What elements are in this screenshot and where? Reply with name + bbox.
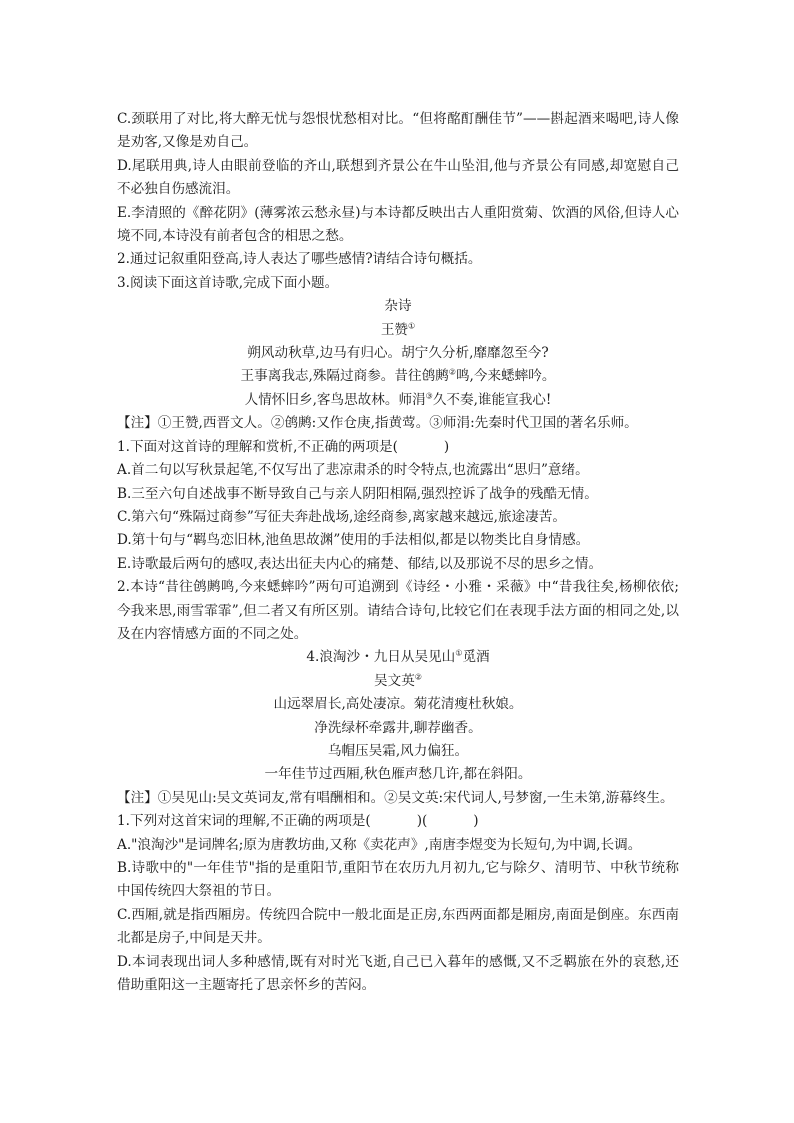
s3-line-3-part-a: 人情怀旧乡,客鸟思故林。师涓 bbox=[244, 391, 426, 408]
s4-q1-mid: )( bbox=[416, 813, 428, 830]
s3-option-a: A.首二句以写秋景起笔,不仅写出了悲凉肃杀的时令特点,也流露出“思归”意绪。 bbox=[117, 462, 589, 479]
s4-option-d: D.本词表现出词人多种感情,既有对时光飞逝,自己已入暮年的感慨,又不乏羁旅在外的哀愁,还借助重阳这一主题寄托了思亲怀乡的苦闷。 bbox=[117, 953, 679, 994]
s1-option-e: E.李清照的《醉花阴》(薄雾浓云愁永昼)与本诗都反映出古人重阳赏菊、饮酒的风俗,但诗人心境不同,本诗没有前者包含的相思之愁。 bbox=[117, 204, 679, 245]
s1-option-d: D.尾联用典,诗人由眼前登临的齐山,联想到齐景公在牛山坠泪,他与齐景公有同感,却宽慰自己不必独自伤感流泪。 bbox=[117, 157, 679, 198]
s4-q1-text: 1.下列对这首宋词的理解,不正确的两项是( bbox=[117, 813, 371, 830]
s4-poem-line-2: 净洗绿杯牵露井,聊荐幽香。 bbox=[314, 719, 482, 736]
s3-line-3-part-b: 久不奏,谁能宣我心! bbox=[432, 391, 552, 408]
s4-poem-line-1: 山远翠眉长,高处凄凉。菊花清瘦杜秋娘。 bbox=[273, 696, 523, 713]
s4-option-c: C.西厢,就是指西厢房。传统四合院中一般北面是正房,东西两面都是厢房,南面是倒座。东西南北都是房子,中间是天井。 bbox=[117, 906, 679, 947]
s3-option-d: D.第十句与“羁鸟恋旧林,池鱼思故渊”使用的手法相似,都是以物类比自身情感。 bbox=[117, 532, 590, 549]
s1-question-2: 2.通过记叙重阳登高,诗人表达了哪些感情?请结合诗句概括。 bbox=[117, 251, 482, 268]
document-page bbox=[117, 108, 679, 997]
s3-option-e: E.诗歌最后两句的感叹,表达出征夫内心的痛楚、郁结,以及那说不尽的思乡之情。 bbox=[117, 555, 603, 572]
s4-option-a: A."浪淘沙"是词牌名;原为唐教坊曲,又称《卖花声》,南唐李煜变为长短句,为中调,长调。 bbox=[117, 836, 642, 853]
s3-question-2: 2.本诗“昔往鸧鹒鸣,今来蟋蟀吟”两句可追溯到《诗经・小雅・采薇》中“昔我往矣,杨柳依依;今我来思,雨雪霏霏”,但二者又有所区别。请结合诗句,比较它们在表现手法方面的相同之处,以及在内容情感方面的不同之处。 bbox=[117, 579, 679, 642]
s3-intro: 3.阅读下面这首诗歌,完成下面小题。 bbox=[117, 274, 339, 291]
s4-poem-author bbox=[117, 670, 679, 693]
s3-line-2-part-b: 鸣,今来蟋蟀吟。 bbox=[455, 368, 556, 385]
s3-note: 【注】①王赞,西晋文人。②鸧鹒:又作仓庚,指黄莺。③师涓:先秦时代卫国的著名乐师。 bbox=[117, 415, 638, 432]
s3-line-2-note-mark: ② bbox=[448, 367, 456, 377]
s4-title-part-b: 觅酒 bbox=[462, 649, 490, 666]
s3-question-1 bbox=[117, 436, 679, 459]
s3-author-note-mark: ① bbox=[408, 321, 416, 331]
s3-line-3-note-mark: ③ bbox=[425, 391, 433, 401]
s4-question-1 bbox=[117, 810, 679, 833]
s3-q1-text: 1.下面对这首诗的理解和赏析,不正确的两项是( bbox=[117, 438, 398, 455]
s4-poem-line-3: 乌帽压吴霜,风力偏狂。 bbox=[327, 742, 469, 759]
s4-poem-title bbox=[117, 646, 679, 669]
s4-note: 【注】①吴见山:吴文英词友,常有唱酬相和。②吴文英:宋代词人,号梦窗,一生未第,游幕终生。 bbox=[117, 789, 674, 806]
s4-poem-line-4: 一年佳节过西厢,秋色雁声愁几许,都在斜阳。 bbox=[264, 766, 532, 783]
s3-poem-author bbox=[117, 319, 679, 342]
s4-q1-close: ) bbox=[473, 813, 479, 830]
s4-title-note-mark: ① bbox=[455, 648, 463, 658]
s3-poem-line-3 bbox=[117, 389, 679, 412]
s4-title-part-a: 4.浪淘沙・九日从吴见山 bbox=[306, 649, 456, 666]
s3-poem-title: 杂诗 bbox=[384, 298, 412, 315]
s3-line-2-part-a: 王事离我志,殊隔过商参。昔往鸧鹒 bbox=[240, 368, 449, 385]
s4-author-note-mark: ② bbox=[414, 672, 422, 682]
s1-option-c: C.颈联用了对比,将大醉无忧与怨恨忧愁相对比。“但将酩酊酬佳节”——斟起酒来喝吧,诗人像是劝客,又像是劝自己。 bbox=[117, 111, 679, 151]
s3-poem-line-1: 朔风动秋草,边马有归心。胡宁久分析,靡靡忽至今? bbox=[247, 345, 549, 362]
s3-poem-line-2 bbox=[117, 365, 679, 388]
s4-option-b: B.诗歌中的"一年佳节"指的是重阳节,重阳节在农历九月初九,它与除夕、清明节、中秋节统称中国传统四大祭祖的节日。 bbox=[117, 860, 679, 900]
s3-option-c: C.第六句“殊隔过商参”写征夫奔赴战场,途经商参,离家越来越远,旅途凄苦。 bbox=[117, 508, 566, 525]
s4-author-name: 吴文英 bbox=[374, 672, 415, 689]
s3-author-name: 王赞 bbox=[380, 321, 408, 338]
s3-q1-close: ) bbox=[443, 438, 450, 455]
s3-option-b: B.三至六句自述战事不断导致自己与亲人阴阳相隔,强烈控诉了战争的残酷无情。 bbox=[117, 485, 598, 502]
